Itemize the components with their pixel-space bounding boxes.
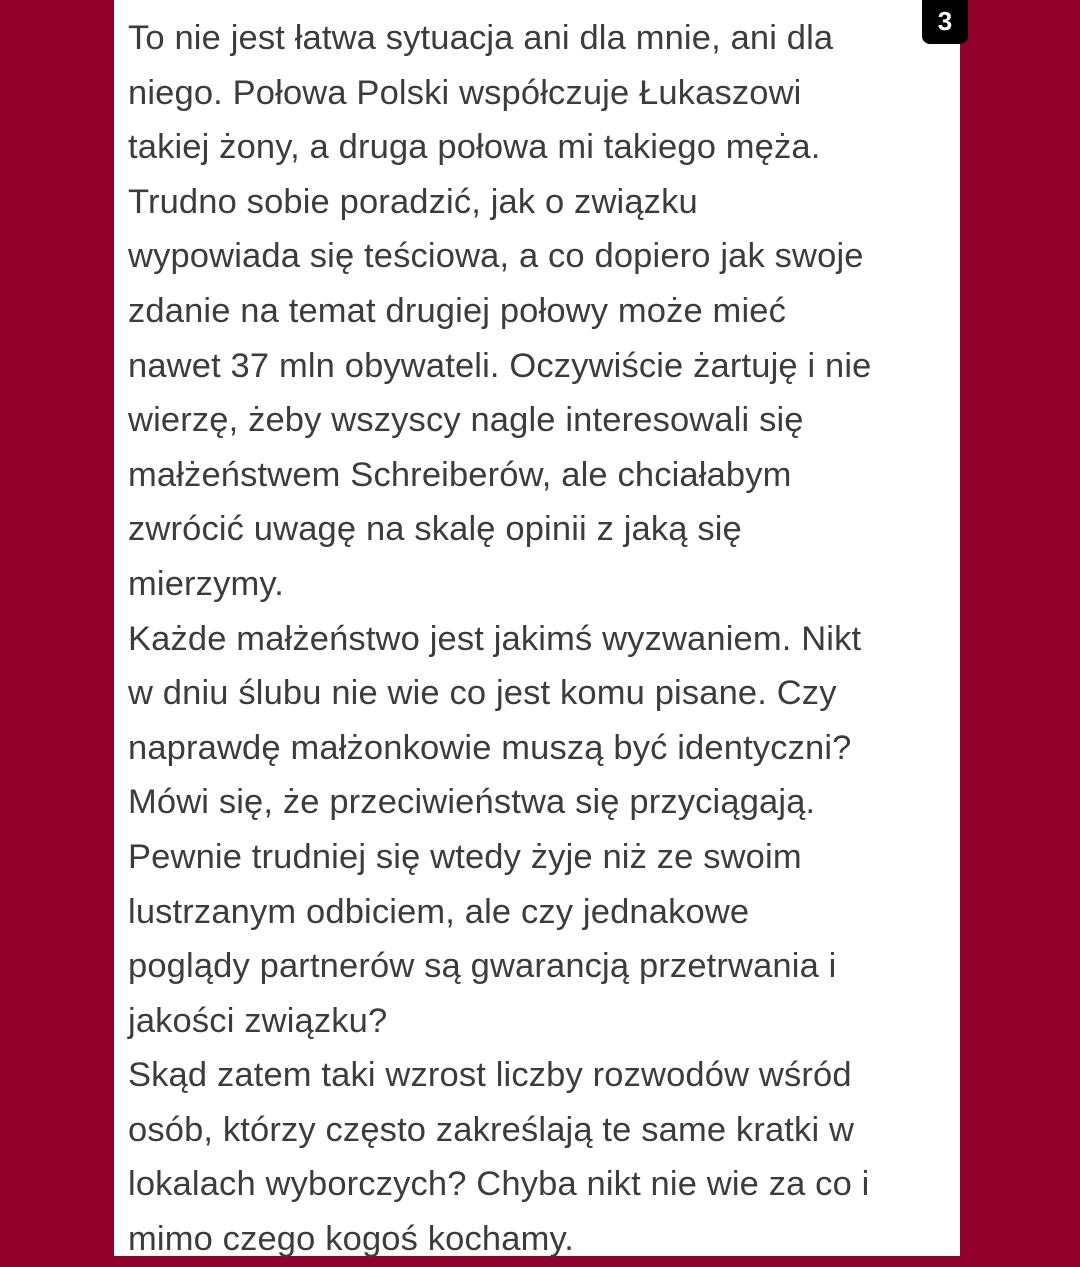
text-line: osób, którzy często zakreślają te same kratki w <box>128 1110 855 1149</box>
text-line: zdanie na temat drugiej połowy może mieć <box>128 291 786 330</box>
text-line: naprawdę małżonkowie muszą być identyczni? <box>128 728 852 767</box>
text-line: w dniu ślubu nie wie co jest komu pisane. Czy <box>128 674 837 713</box>
text-line: lokalach wyborczych? Chyba nikt nie wie za co i <box>128 1165 870 1204</box>
text-line: niego. Połowa Polski współczuje Łukaszowi <box>128 73 802 112</box>
text-line: Mówi się, że przeciwieństwa się przyciągają. <box>128 783 816 822</box>
text-line: Każde małżeństwo jest jakimś wyzwaniem. Nikt <box>128 619 862 658</box>
text-line: jakości związku? <box>128 1001 388 1040</box>
text-line: Pewnie trudniej się wtedy żyje niż ze swoim <box>128 837 802 876</box>
article-text <box>128 0 960 1267</box>
text-line: wypowiada się teściowa, a co dopiero jak swoje <box>128 237 864 276</box>
text-line: Skąd zatem taki wzrost liczby rozwodów wśród <box>128 1056 852 1095</box>
text-line: nawet 37 mln obywateli. Oczywiście żartuję i nie <box>128 346 872 385</box>
text-line: mimo czego kogoś kochamy. <box>128 1220 575 1259</box>
text-line: poglądy partnerów są gwarancją przetrwania i <box>128 947 837 986</box>
text-line: To nie jest łatwa sytuacja ani dla mnie, ani dla <box>128 19 834 57</box>
text-line: mierzymy. <box>128 564 284 603</box>
text-card <box>114 0 960 1259</box>
text-line: Trudno sobie poradzić, jak o związku <box>128 182 698 221</box>
text-line: lustrzanym odbiciem, ale czy jednakowe <box>128 892 750 931</box>
text-line: małżeństwem Schreiberów, ale chciałabym <box>128 455 792 494</box>
page-number-badge: 3 <box>922 0 968 44</box>
text-line: wierzę, żeby wszyscy nagle interesowali się <box>128 401 804 440</box>
text-line: zwrócić uwagę na skalę opinii z jaką się <box>128 510 742 549</box>
text-line: takiej żony, a druga połowa mi takiego męża. <box>128 128 821 167</box>
